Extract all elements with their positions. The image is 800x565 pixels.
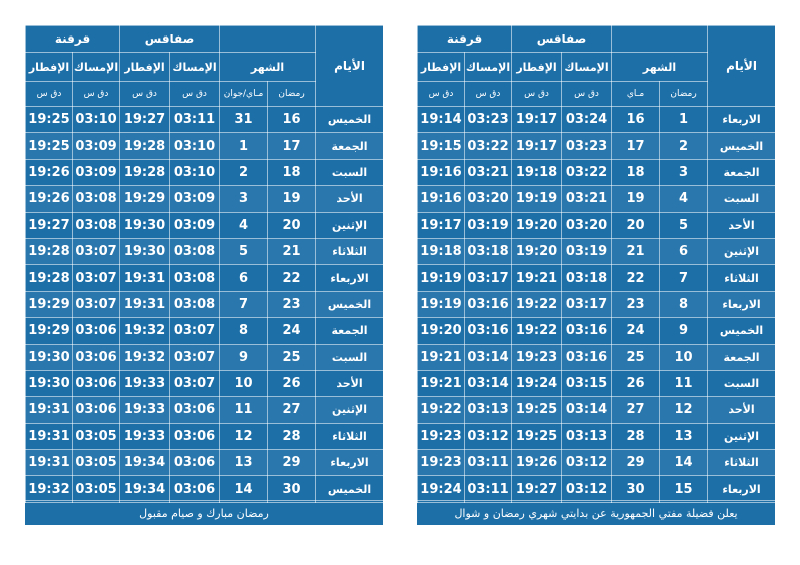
imsak-time-sfax: 03:16 xyxy=(562,344,612,370)
weekday-name: الثلاثاء xyxy=(316,238,384,264)
month-day: 30 xyxy=(612,476,660,502)
iftar-time-kerkennah: 19:30 xyxy=(26,344,73,370)
weekday-name: الجمعة xyxy=(316,318,384,344)
ramadan-day: 7 xyxy=(660,265,708,291)
ramadan-day: 8 xyxy=(660,291,708,317)
iftar-header: الإفطار xyxy=(26,53,73,82)
weekday-name: الإثنين xyxy=(708,238,776,264)
weekday-name: الأحد xyxy=(316,370,384,396)
iftar-time-kerkennah: 19:17 xyxy=(418,212,465,238)
imsak-time-sfax: 03:11 xyxy=(170,107,220,133)
iftar-time-sfax: 19:27 xyxy=(120,107,170,133)
imsak-header: الإمساك xyxy=(465,53,512,82)
iftar-time-sfax: 19:21 xyxy=(512,265,562,291)
month-day: 19 xyxy=(612,186,660,212)
ramadan-day: 30 xyxy=(268,476,316,502)
iftar-time-kerkennah: 19:25 xyxy=(26,133,73,159)
iftar-time-sfax: 19:32 xyxy=(120,344,170,370)
imsak-time-sfax: 03:12 xyxy=(562,450,612,476)
imsak-time-kerkennah: 03:18 xyxy=(465,238,512,264)
iftar-time-sfax: 19:17 xyxy=(512,133,562,159)
table-row xyxy=(418,370,776,396)
iftar-time-sfax: 19:31 xyxy=(120,291,170,317)
table-row xyxy=(418,265,776,291)
month-day: 10 xyxy=(220,370,268,396)
imsak-time-sfax: 03:21 xyxy=(562,186,612,212)
weekday-name: الثلاثاء xyxy=(316,423,384,449)
unit-label: دق س xyxy=(512,82,562,107)
weekday-name: السبت xyxy=(708,370,776,396)
table-row xyxy=(418,450,776,476)
table-row xyxy=(418,186,776,212)
region-header-sfax: صفاقس xyxy=(120,26,220,53)
imsak-time-kerkennah: 03:16 xyxy=(465,291,512,317)
ramadan-day: 23 xyxy=(268,291,316,317)
unit-label: دق س xyxy=(418,82,465,107)
imsak-time-sfax: 03:08 xyxy=(170,238,220,264)
iftar-time-sfax: 19:30 xyxy=(120,212,170,238)
unit-label: دق س xyxy=(170,82,220,107)
ramadan-day: 16 xyxy=(268,107,316,133)
imsak-time-sfax: 03:09 xyxy=(170,186,220,212)
month-day: 6 xyxy=(220,265,268,291)
iftar-time-sfax: 19:23 xyxy=(512,344,562,370)
table-row xyxy=(26,107,384,133)
iftar-time-sfax: 19:27 xyxy=(512,476,562,502)
imsak-time-kerkennah: 03:23 xyxy=(465,107,512,133)
iftar-time-kerkennah: 19:31 xyxy=(26,397,73,423)
imsak-time-sfax: 03:23 xyxy=(562,133,612,159)
imsak-time-kerkennah: 03:05 xyxy=(73,423,120,449)
weekday-name: الجمعة xyxy=(708,159,776,185)
month-day: 16 xyxy=(612,107,660,133)
iftar-time-sfax: 19:30 xyxy=(120,238,170,264)
schedule-table-right xyxy=(417,25,776,503)
imsak-time-sfax: 03:22 xyxy=(562,159,612,185)
weekday-name: الاربعاء xyxy=(316,450,384,476)
table-row xyxy=(26,318,384,344)
ramadan-day: 20 xyxy=(268,212,316,238)
iftar-time-kerkennah: 19:29 xyxy=(26,291,73,317)
ramadan-day: 11 xyxy=(660,370,708,396)
ramadan-day: 26 xyxy=(268,370,316,396)
table-row xyxy=(418,397,776,423)
table-row xyxy=(26,238,384,264)
iftar-time-sfax: 19:34 xyxy=(120,476,170,502)
weekday-name: الاربعاء xyxy=(708,107,776,133)
month-day: 7 xyxy=(220,291,268,317)
iftar-time-kerkennah: 19:25 xyxy=(26,107,73,133)
table-row xyxy=(26,212,384,238)
weekday-name: الإثنين xyxy=(316,397,384,423)
month-day: 13 xyxy=(220,450,268,476)
imsak-time-kerkennah: 03:13 xyxy=(465,397,512,423)
imsak-header: الإمساك xyxy=(170,53,220,82)
iftar-time-kerkennah: 19:31 xyxy=(26,450,73,476)
imsak-time-sfax: 03:08 xyxy=(170,265,220,291)
month-day: 8 xyxy=(220,318,268,344)
ramadan-day: 4 xyxy=(660,186,708,212)
imsak-time-sfax: 03:07 xyxy=(170,318,220,344)
iftar-time-kerkennah: 19:28 xyxy=(26,238,73,264)
iftar-time-sfax: 19:24 xyxy=(512,370,562,396)
iftar-time-kerkennah: 19:20 xyxy=(418,318,465,344)
imsak-time-kerkennah: 03:08 xyxy=(73,212,120,238)
imsak-time-kerkennah: 03:12 xyxy=(465,423,512,449)
iftar-time-kerkennah: 19:23 xyxy=(418,450,465,476)
table-row xyxy=(26,133,384,159)
imsak-time-kerkennah: 03:19 xyxy=(465,212,512,238)
iftar-time-sfax: 19:28 xyxy=(120,159,170,185)
month-subheader: مـاي xyxy=(612,82,660,107)
iftar-time-sfax: 19:29 xyxy=(120,186,170,212)
iftar-time-kerkennah: 19:16 xyxy=(418,159,465,185)
ramadan-day: 17 xyxy=(268,133,316,159)
iftar-time-kerkennah: 19:24 xyxy=(418,476,465,502)
month-day: 5 xyxy=(220,238,268,264)
table-row xyxy=(26,291,384,317)
iftar-time-kerkennah: 19:23 xyxy=(418,423,465,449)
table-row xyxy=(26,397,384,423)
iftar-time-sfax: 19:22 xyxy=(512,318,562,344)
iftar-time-kerkennah: 19:26 xyxy=(26,159,73,185)
weekday-name: الاربعاء xyxy=(708,291,776,317)
ramadan-day: 22 xyxy=(268,265,316,291)
iftar-time-kerkennah: 19:28 xyxy=(26,265,73,291)
ramadan-subheader: رمضان xyxy=(660,82,708,107)
iftar-time-kerkennah: 19:19 xyxy=(418,265,465,291)
imsak-time-sfax: 03:17 xyxy=(562,291,612,317)
imsak-time-kerkennah: 03:14 xyxy=(465,344,512,370)
month-day: 14 xyxy=(220,476,268,502)
imsak-time-kerkennah: 03:05 xyxy=(73,476,120,502)
ramadan-day: 29 xyxy=(268,450,316,476)
ramadan-day: 14 xyxy=(660,450,708,476)
month-subheader: مـاي/جوان xyxy=(220,82,268,107)
iftar-time-sfax: 19:17 xyxy=(512,107,562,133)
imsak-time-sfax: 03:06 xyxy=(170,397,220,423)
iftar-time-sfax: 19:33 xyxy=(120,397,170,423)
table-row xyxy=(26,450,384,476)
schedule-panel-right xyxy=(417,25,775,525)
weekday-name: الأحد xyxy=(708,397,776,423)
iftar-time-kerkennah: 19:26 xyxy=(26,186,73,212)
imsak-time-sfax: 03:14 xyxy=(562,397,612,423)
month-day: 28 xyxy=(612,423,660,449)
ramadan-day: 25 xyxy=(268,344,316,370)
ramadan-day: 24 xyxy=(268,318,316,344)
weekday-name: الخميس xyxy=(708,133,776,159)
month-day: 12 xyxy=(220,423,268,449)
iftar-time-sfax: 19:20 xyxy=(512,212,562,238)
ramadan-day: 3 xyxy=(660,159,708,185)
ramadan-day: 6 xyxy=(660,238,708,264)
imsak-time-kerkennah: 03:07 xyxy=(73,238,120,264)
month-header: الشهر xyxy=(612,53,708,82)
days-header: الأيام xyxy=(708,26,776,107)
ramadan-subheader: رمضان xyxy=(268,82,316,107)
weekday-name: السبت xyxy=(708,186,776,212)
iftar-time-kerkennah: 19:15 xyxy=(418,133,465,159)
ramadan-day: 5 xyxy=(660,212,708,238)
imsak-time-sfax: 03:06 xyxy=(170,476,220,502)
table-row xyxy=(26,476,384,502)
month-day: 2 xyxy=(220,159,268,185)
month-day: 9 xyxy=(220,344,268,370)
iftar-time-sfax: 19:28 xyxy=(120,133,170,159)
table-row xyxy=(26,344,384,370)
imsak-time-kerkennah: 03:05 xyxy=(73,450,120,476)
imsak-time-sfax: 03:24 xyxy=(562,107,612,133)
month-day: 31 xyxy=(220,107,268,133)
imsak-time-kerkennah: 03:08 xyxy=(73,186,120,212)
iftar-time-sfax: 19:32 xyxy=(120,318,170,344)
ramadan-day: 18 xyxy=(268,159,316,185)
month-day: 22 xyxy=(612,265,660,291)
imsak-time-kerkennah: 03:21 xyxy=(465,159,512,185)
ramadan-day: 27 xyxy=(268,397,316,423)
region-header-sfax: صفاقس xyxy=(512,26,612,53)
imsak-time-kerkennah: 03:09 xyxy=(73,133,120,159)
iftar-header: الإفطار xyxy=(120,53,170,82)
weekday-name: الخميس xyxy=(316,476,384,502)
iftar-time-sfax: 19:25 xyxy=(512,423,562,449)
weekday-name: السبت xyxy=(316,159,384,185)
imsak-time-sfax: 03:06 xyxy=(170,450,220,476)
weekday-name: الاربعاء xyxy=(316,265,384,291)
ramadan-day: 15 xyxy=(660,476,708,502)
imsak-header: الإمساك xyxy=(73,53,120,82)
weekday-name: الإثنين xyxy=(316,212,384,238)
month-day: 20 xyxy=(612,212,660,238)
schedule-table-left xyxy=(25,25,384,503)
imsak-time-sfax: 03:12 xyxy=(562,476,612,502)
imsak-time-sfax: 03:19 xyxy=(562,238,612,264)
imsak-time-sfax: 03:07 xyxy=(170,344,220,370)
table-row xyxy=(418,212,776,238)
unit-label: دق س xyxy=(562,82,612,107)
unit-label: دق س xyxy=(26,82,73,107)
month-day: 17 xyxy=(612,133,660,159)
ramadan-day: 10 xyxy=(660,344,708,370)
iftar-time-kerkennah: 19:21 xyxy=(418,370,465,396)
ramadan-day: 2 xyxy=(660,133,708,159)
ramadan-day: 28 xyxy=(268,423,316,449)
unit-label: دق س xyxy=(73,82,120,107)
footer-note: يعلن فضيلة مفتي الجمهورية عن بدايتي شهري رمضان و شوال xyxy=(417,500,775,525)
ramadan-day: 9 xyxy=(660,318,708,344)
iftar-time-sfax: 19:31 xyxy=(120,265,170,291)
month-day: 29 xyxy=(612,450,660,476)
imsak-time-sfax: 03:13 xyxy=(562,423,612,449)
month-day: 3 xyxy=(220,186,268,212)
weekday-name: الأحد xyxy=(708,212,776,238)
iftar-time-sfax: 19:34 xyxy=(120,450,170,476)
imsak-time-sfax: 03:18 xyxy=(562,265,612,291)
region-header-kerkennah: قرقنة xyxy=(26,26,120,53)
month-header: الشهر xyxy=(220,53,316,82)
iftar-header: الإفطار xyxy=(418,53,465,82)
iftar-time-sfax: 19:20 xyxy=(512,238,562,264)
table-row xyxy=(418,476,776,502)
imsak-time-kerkennah: 03:14 xyxy=(465,370,512,396)
table-row xyxy=(26,186,384,212)
imsak-time-sfax: 03:10 xyxy=(170,159,220,185)
iftar-time-kerkennah: 19:30 xyxy=(26,370,73,396)
weekday-name: الخميس xyxy=(708,318,776,344)
iftar-time-sfax: 19:18 xyxy=(512,159,562,185)
month-day: 11 xyxy=(220,397,268,423)
iftar-time-sfax: 19:19 xyxy=(512,186,562,212)
iftar-time-kerkennah: 19:14 xyxy=(418,107,465,133)
imsak-time-kerkennah: 03:10 xyxy=(73,107,120,133)
region-header-kerkennah: قرقنة xyxy=(418,26,512,53)
iftar-time-kerkennah: 19:21 xyxy=(418,344,465,370)
iftar-time-sfax: 19:33 xyxy=(120,423,170,449)
month-day: 1 xyxy=(220,133,268,159)
imsak-time-kerkennah: 03:09 xyxy=(73,159,120,185)
table-row xyxy=(418,423,776,449)
weekday-name: الخميس xyxy=(316,107,384,133)
iftar-time-kerkennah: 19:29 xyxy=(26,318,73,344)
table-row xyxy=(418,159,776,185)
iftar-time-sfax: 19:25 xyxy=(512,397,562,423)
table-row xyxy=(26,370,384,396)
imsak-time-sfax: 03:06 xyxy=(170,423,220,449)
iftar-time-sfax: 19:33 xyxy=(120,370,170,396)
iftar-time-kerkennah: 19:19 xyxy=(418,291,465,317)
month-day: 24 xyxy=(612,318,660,344)
month-day: 26 xyxy=(612,370,660,396)
table-row xyxy=(418,318,776,344)
weekday-name: السبت xyxy=(316,344,384,370)
month-day: 18 xyxy=(612,159,660,185)
table-row xyxy=(26,423,384,449)
iftar-time-sfax: 19:22 xyxy=(512,291,562,317)
iftar-time-kerkennah: 19:32 xyxy=(26,476,73,502)
schedule-panel-left xyxy=(25,25,383,525)
iftar-time-kerkennah: 19:27 xyxy=(26,212,73,238)
weekday-name: الخميس xyxy=(316,291,384,317)
table-row xyxy=(26,159,384,185)
ramadan-day: 13 xyxy=(660,423,708,449)
iftar-time-sfax: 19:26 xyxy=(512,450,562,476)
table-row xyxy=(418,107,776,133)
imsak-time-sfax: 03:16 xyxy=(562,318,612,344)
imsak-time-kerkennah: 03:16 xyxy=(465,318,512,344)
ramadan-day: 19 xyxy=(268,186,316,212)
imsak-time-kerkennah: 03:06 xyxy=(73,397,120,423)
imsak-time-sfax: 03:09 xyxy=(170,212,220,238)
days-header: الأيام xyxy=(316,26,384,107)
table-row xyxy=(418,133,776,159)
imsak-header: الإمساك xyxy=(562,53,612,82)
unit-label: دق س xyxy=(465,82,512,107)
weekday-name: الاربعاء xyxy=(708,476,776,502)
imsak-time-kerkennah: 03:07 xyxy=(73,291,120,317)
table-row xyxy=(418,291,776,317)
month-day: 4 xyxy=(220,212,268,238)
imsak-time-kerkennah: 03:06 xyxy=(73,344,120,370)
weekday-name: الإثنين xyxy=(708,423,776,449)
rows-left xyxy=(26,107,384,503)
month-day: 23 xyxy=(612,291,660,317)
imsak-time-kerkennah: 03:22 xyxy=(465,133,512,159)
iftar-time-kerkennah: 19:18 xyxy=(418,238,465,264)
imsak-time-sfax: 03:20 xyxy=(562,212,612,238)
month-day: 21 xyxy=(612,238,660,264)
imsak-time-sfax: 03:07 xyxy=(170,370,220,396)
table-row xyxy=(418,344,776,370)
imsak-time-kerkennah: 03:11 xyxy=(465,450,512,476)
weekday-name: الأحد xyxy=(316,186,384,212)
imsak-time-kerkennah: 03:17 xyxy=(465,265,512,291)
imsak-time-kerkennah: 03:06 xyxy=(73,370,120,396)
imsak-time-kerkennah: 03:11 xyxy=(465,476,512,502)
imsak-time-sfax: 03:10 xyxy=(170,133,220,159)
rows-right xyxy=(418,107,776,503)
table-row xyxy=(418,238,776,264)
footer-note: رمضان مبارك و صيام مقبول xyxy=(25,500,383,525)
weekday-name: الثلاثاء xyxy=(708,450,776,476)
imsak-time-kerkennah: 03:20 xyxy=(465,186,512,212)
ramadan-day: 21 xyxy=(268,238,316,264)
iftar-time-kerkennah: 19:16 xyxy=(418,186,465,212)
unit-label: دق س xyxy=(120,82,170,107)
imsak-time-kerkennah: 03:07 xyxy=(73,265,120,291)
iftar-header: الإفطار xyxy=(512,53,562,82)
iftar-time-kerkennah: 19:31 xyxy=(26,423,73,449)
month-day: 25 xyxy=(612,344,660,370)
ramadan-day: 1 xyxy=(660,107,708,133)
weekday-name: الجمعة xyxy=(708,344,776,370)
table-row xyxy=(26,265,384,291)
ramadan-day: 12 xyxy=(660,397,708,423)
month-day: 27 xyxy=(612,397,660,423)
weekday-name: الجمعة xyxy=(316,133,384,159)
iftar-time-kerkennah: 19:22 xyxy=(418,397,465,423)
imsak-time-sfax: 03:15 xyxy=(562,370,612,396)
weekday-name: الثلاثاء xyxy=(708,265,776,291)
imsak-time-sfax: 03:08 xyxy=(170,291,220,317)
imsak-time-kerkennah: 03:06 xyxy=(73,318,120,344)
